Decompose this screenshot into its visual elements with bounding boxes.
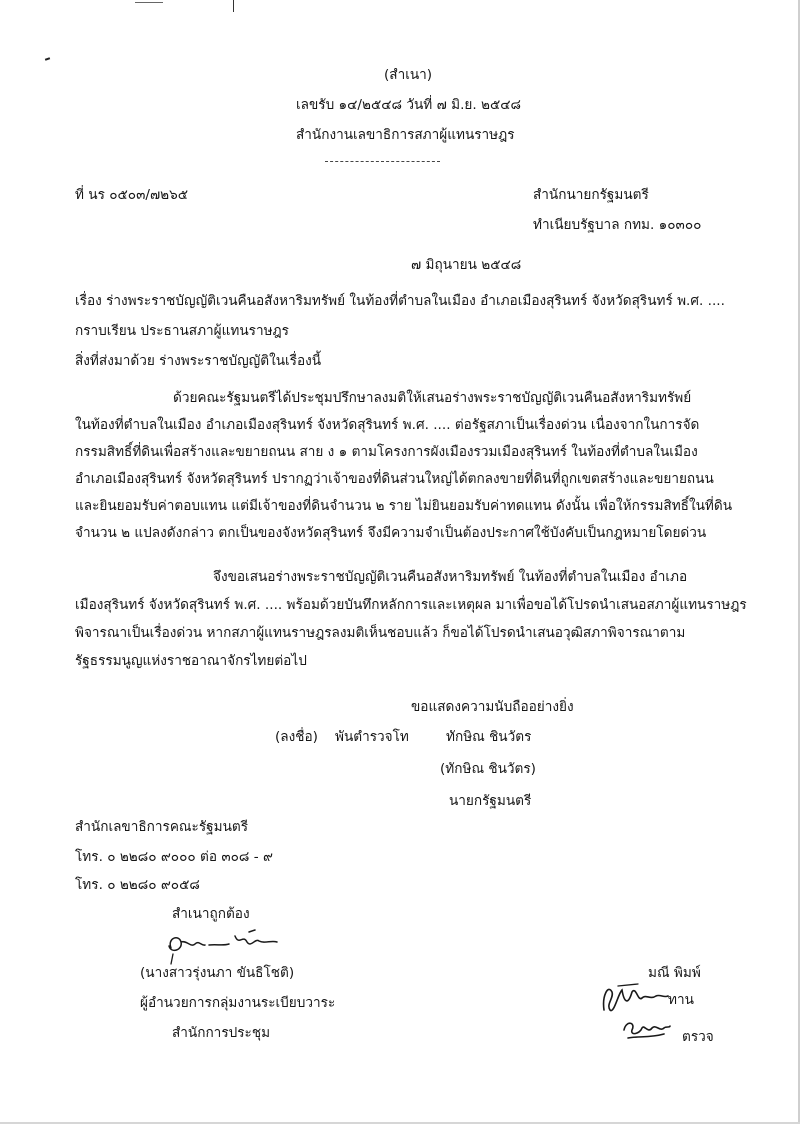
typist-name: มณี พิมพ์ <box>648 965 701 981</box>
document-date: ๗ มิถุนายน ๒๕๔๘ <box>411 257 522 273</box>
body-para1-line: ในท้องที่ตำบลในเมือง อำเภอเมืองสุรินทร์ จังหวัดสุรินทร์ พ.ศ. .... ต่อรัฐสภาเป็นเรื่องด่วน เนื่องจากในการจัด <box>75 417 700 433</box>
copy-label: (สำเนา) <box>384 67 433 83</box>
subject-line: เรื่อง ร่างพระราชบัญญัติเวนคืนอสังหาริมทรัพย์ ในท้องที่ตำบลในเมือง อำเภอเมืองสุรินทร์ จังหวัดสุรินทร์ พ.ศ. .... <box>75 293 725 309</box>
footer-office: สำนักเลขาธิการคณะรัฐมนตรี <box>75 819 249 835</box>
closing-regards: ขอแสดงความนับถืออย่างยิ่ง <box>411 699 574 715</box>
certified-label: สำเนาถูกต้อง <box>172 906 250 922</box>
signed-label: (ลงชื่อ) <box>275 729 318 745</box>
body-para2-line: รัฐธรรมนูญแห่งราชอาณาจักรไทยต่อไป <box>75 653 307 669</box>
body-para1-line: และยินยอมรับค่าตอบแทน แต่มีเจ้าของที่ดินจำนวน ๒ ราย ไม่ยินยอมรับค่าทดแทน ดังนั้น เพื่อให้กรรมสิทธิ์ในที่ดิน <box>75 498 732 514</box>
checker-signature <box>620 1016 672 1044</box>
scan-edge-mark <box>135 2 163 3</box>
enclosure-line: สิ่งที่ส่งมาด้วย ร่างพระราชบัญญัติในเรื่องนี้ <box>75 353 322 369</box>
salutation-line: กราบเรียน ประธานสภาผู้แทนราษฎร <box>75 323 289 339</box>
signer-name: ทักษิณ ชินวัตร <box>446 729 532 745</box>
body-para1-line: อำเภอเมืองสุรินทร์ จังหวัดสุรินทร์ ปรากฏว่าเจ้าของที่ดินส่วนใหญ่ได้ตกลงขายที่ดินที่ถูกเขตสร้างและขยายถนน <box>75 471 714 487</box>
proof-label: ทาน <box>668 992 694 1008</box>
certifier-office: สำนักการประชุม <box>172 1025 271 1041</box>
body-para1-line: ด้วยคณะรัฐมนตรีได้ประชุมปรึกษาลงมติให้เสนอร่างพระราชบัญญัติเวนคืนอสังหาริมทรัพย์ <box>173 390 692 406</box>
certifier-name: (นางสาวรุ่งนภา ขันธิโชติ) <box>140 965 295 981</box>
certifier-signature <box>165 926 280 966</box>
sender-address: ทำเนียบรัฐบาล กทม. ๑๐๓๐๐ <box>533 217 702 233</box>
receiving-office: สำนักงานเลขาธิการสภาผู้แทนราษฎร <box>296 127 515 143</box>
scan-speck <box>45 57 50 61</box>
body-para1-line: จำนวน ๒ แปลงดังกล่าว ตกเป็นของจังหวัดสุรินทร์ จึงมีความจำเป็นต้องประกาศใช้บังคับเป็นกฎหมายโดยด่วน <box>75 525 707 541</box>
footer-tel: โทร. ๐ ๒๒๘๐ ๙๐๐๐ ต่อ ๓๐๘ - ๙ <box>75 849 273 865</box>
body-para2-line: จึงขอเสนอร่างพระราชบัญญัติเวนคืนอสังหาริมทรัพย์ ในท้องที่ตำบลในเมือง อำเภอ <box>213 569 688 585</box>
footer-fax: โทร. ๐ ๒๒๘๐ ๙๐๕๘ <box>75 877 200 893</box>
proofreader-signature <box>598 980 670 1018</box>
body-para2-line: พิจารณาเป็นเรื่องด่วน หากสภาผู้แทนราษฎรลงมติเห็นชอบแล้ว ก็ขอได้โปรดนำเสนอวุฒิสภาพิจารณาตาม <box>75 625 686 641</box>
body-para1-line: กรรมสิทธิ์ที่ดินเพื่อสร้างและขยายถนน สาย ง ๑ ตามโครงการผังเมืองรวมเมืองสุรินทร์ ในท้องที่ตำบลในเมือง <box>75 444 698 460</box>
check-label: ตรวจ <box>682 1029 714 1045</box>
document-number: ที่ นร ๐๕๐๓/๗๒๖๕ <box>75 187 189 203</box>
signer-position: นายกรัฐมนตรี <box>449 793 532 809</box>
signer-rank: พันตำรวจโท <box>335 729 409 745</box>
sender-office: สำนักนายกรัฐมนตรี <box>533 187 649 203</box>
receipt-line: เลขรับ ๑๔/๒๕๔๘ วันที่ ๗ มิ.ย. ๒๕๔๘ <box>296 97 522 113</box>
certifier-position: ผู้อำนวยการกลุ่มงานระเบียบวาระ <box>140 995 336 1011</box>
header-divider <box>325 161 440 162</box>
body-para2-line: เมืองสุรินทร์ จังหวัดสุรินทร์ พ.ศ. .... พร้อมด้วยบันทึกหลักการและเหตุผล มาเพื่อขอได้โปรดนำเสนอสภาผู้แทนราษฎร <box>75 597 747 613</box>
scan-edge-mark <box>233 0 234 12</box>
signer-name-typed: (ทักษิณ ชินวัตร) <box>440 761 536 777</box>
